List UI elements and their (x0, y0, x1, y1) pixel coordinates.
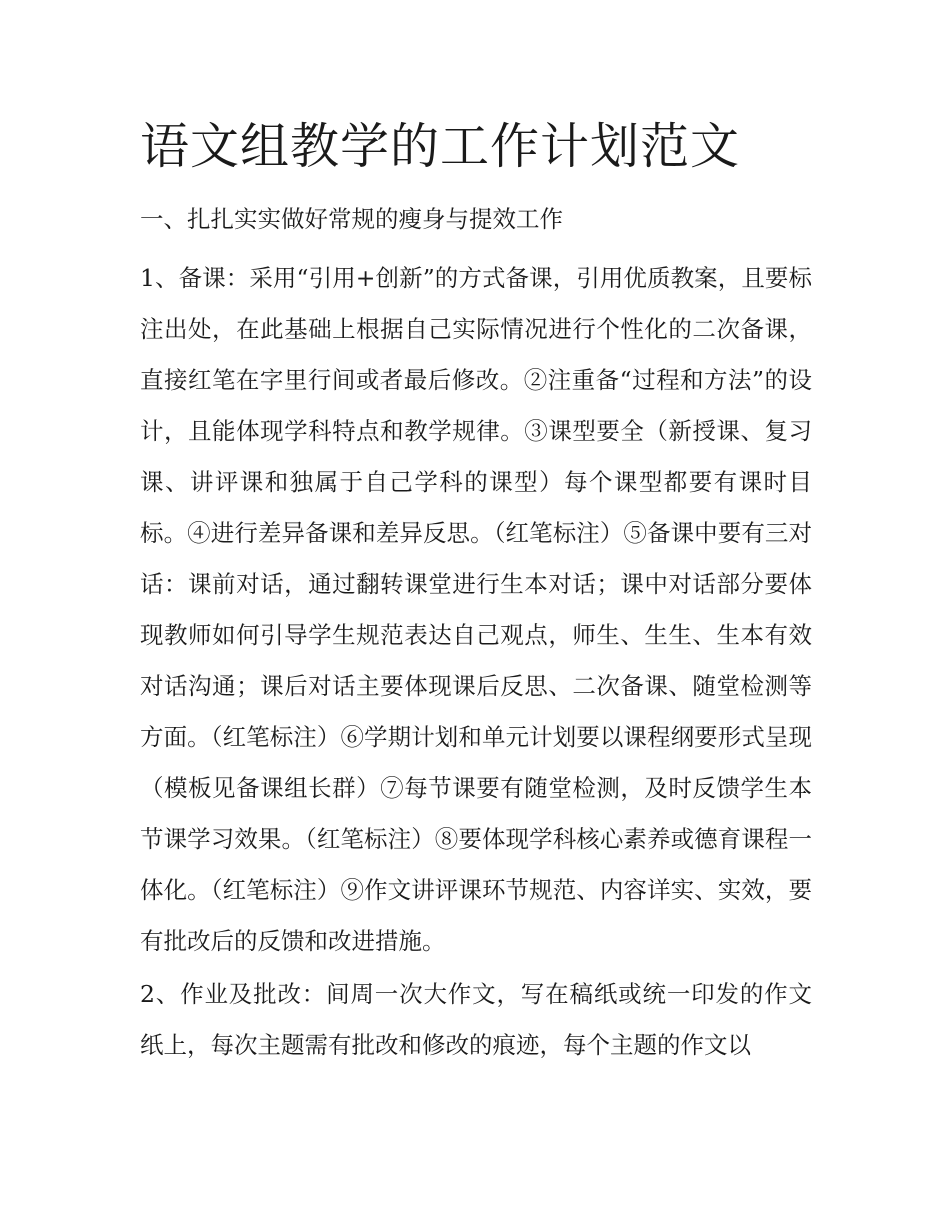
section-heading: 一、扎扎实实做好常规的瘦身与提效工作 (140, 205, 563, 233)
paragraph-lesson-preparation: 1、备课：采用“引用+创新”的方式备课，引用优质教案，且要标注出处，在此基础上根据自己实际情况进行个性化的二次备课，直接红笔在字里行间或者最后修改。②注重备“过程和方法”的设计，且能体现学科特点和教学规律。③课型要全（新授课、复习课、讲评课和独属于自己学科的课型）每个课型都要有课时目标。④进行差异备课和差异反思。（红笔标注）⑤备课中要有三对话：课前对话，通过翻转课堂进行生本对话；课中对话部分要体现教师如何引导学生规范表达自己观点，师生、生生、生本有效对话沟通；课后对话主要体现课后反思、二次备课、随堂检测等方面。（红笔标注）⑥学期计划和单元计划要以课程纲要形式呈现（模板见备课组长群）⑦每节课要有随堂检测，及时反馈学生本节课学习效果。（红笔标注）⑧要体现学科核心素养或德育课程一体化。（红笔标注）⑨作文讲评课环节规范、内容详实、实效，要有批改后的反馈和改进措施。 (140, 264, 812, 955)
paragraph-homework-grading: 2、作业及批改：间周一次大作文，写在稿纸或统一印发的作文纸上，每次主题需有批改和修改的痕迹，每个主题的作文以 (140, 980, 812, 1059)
document-title: 语文组教学的工作计划范文 (140, 118, 741, 175)
document-page (140, 118, 812, 1071)
